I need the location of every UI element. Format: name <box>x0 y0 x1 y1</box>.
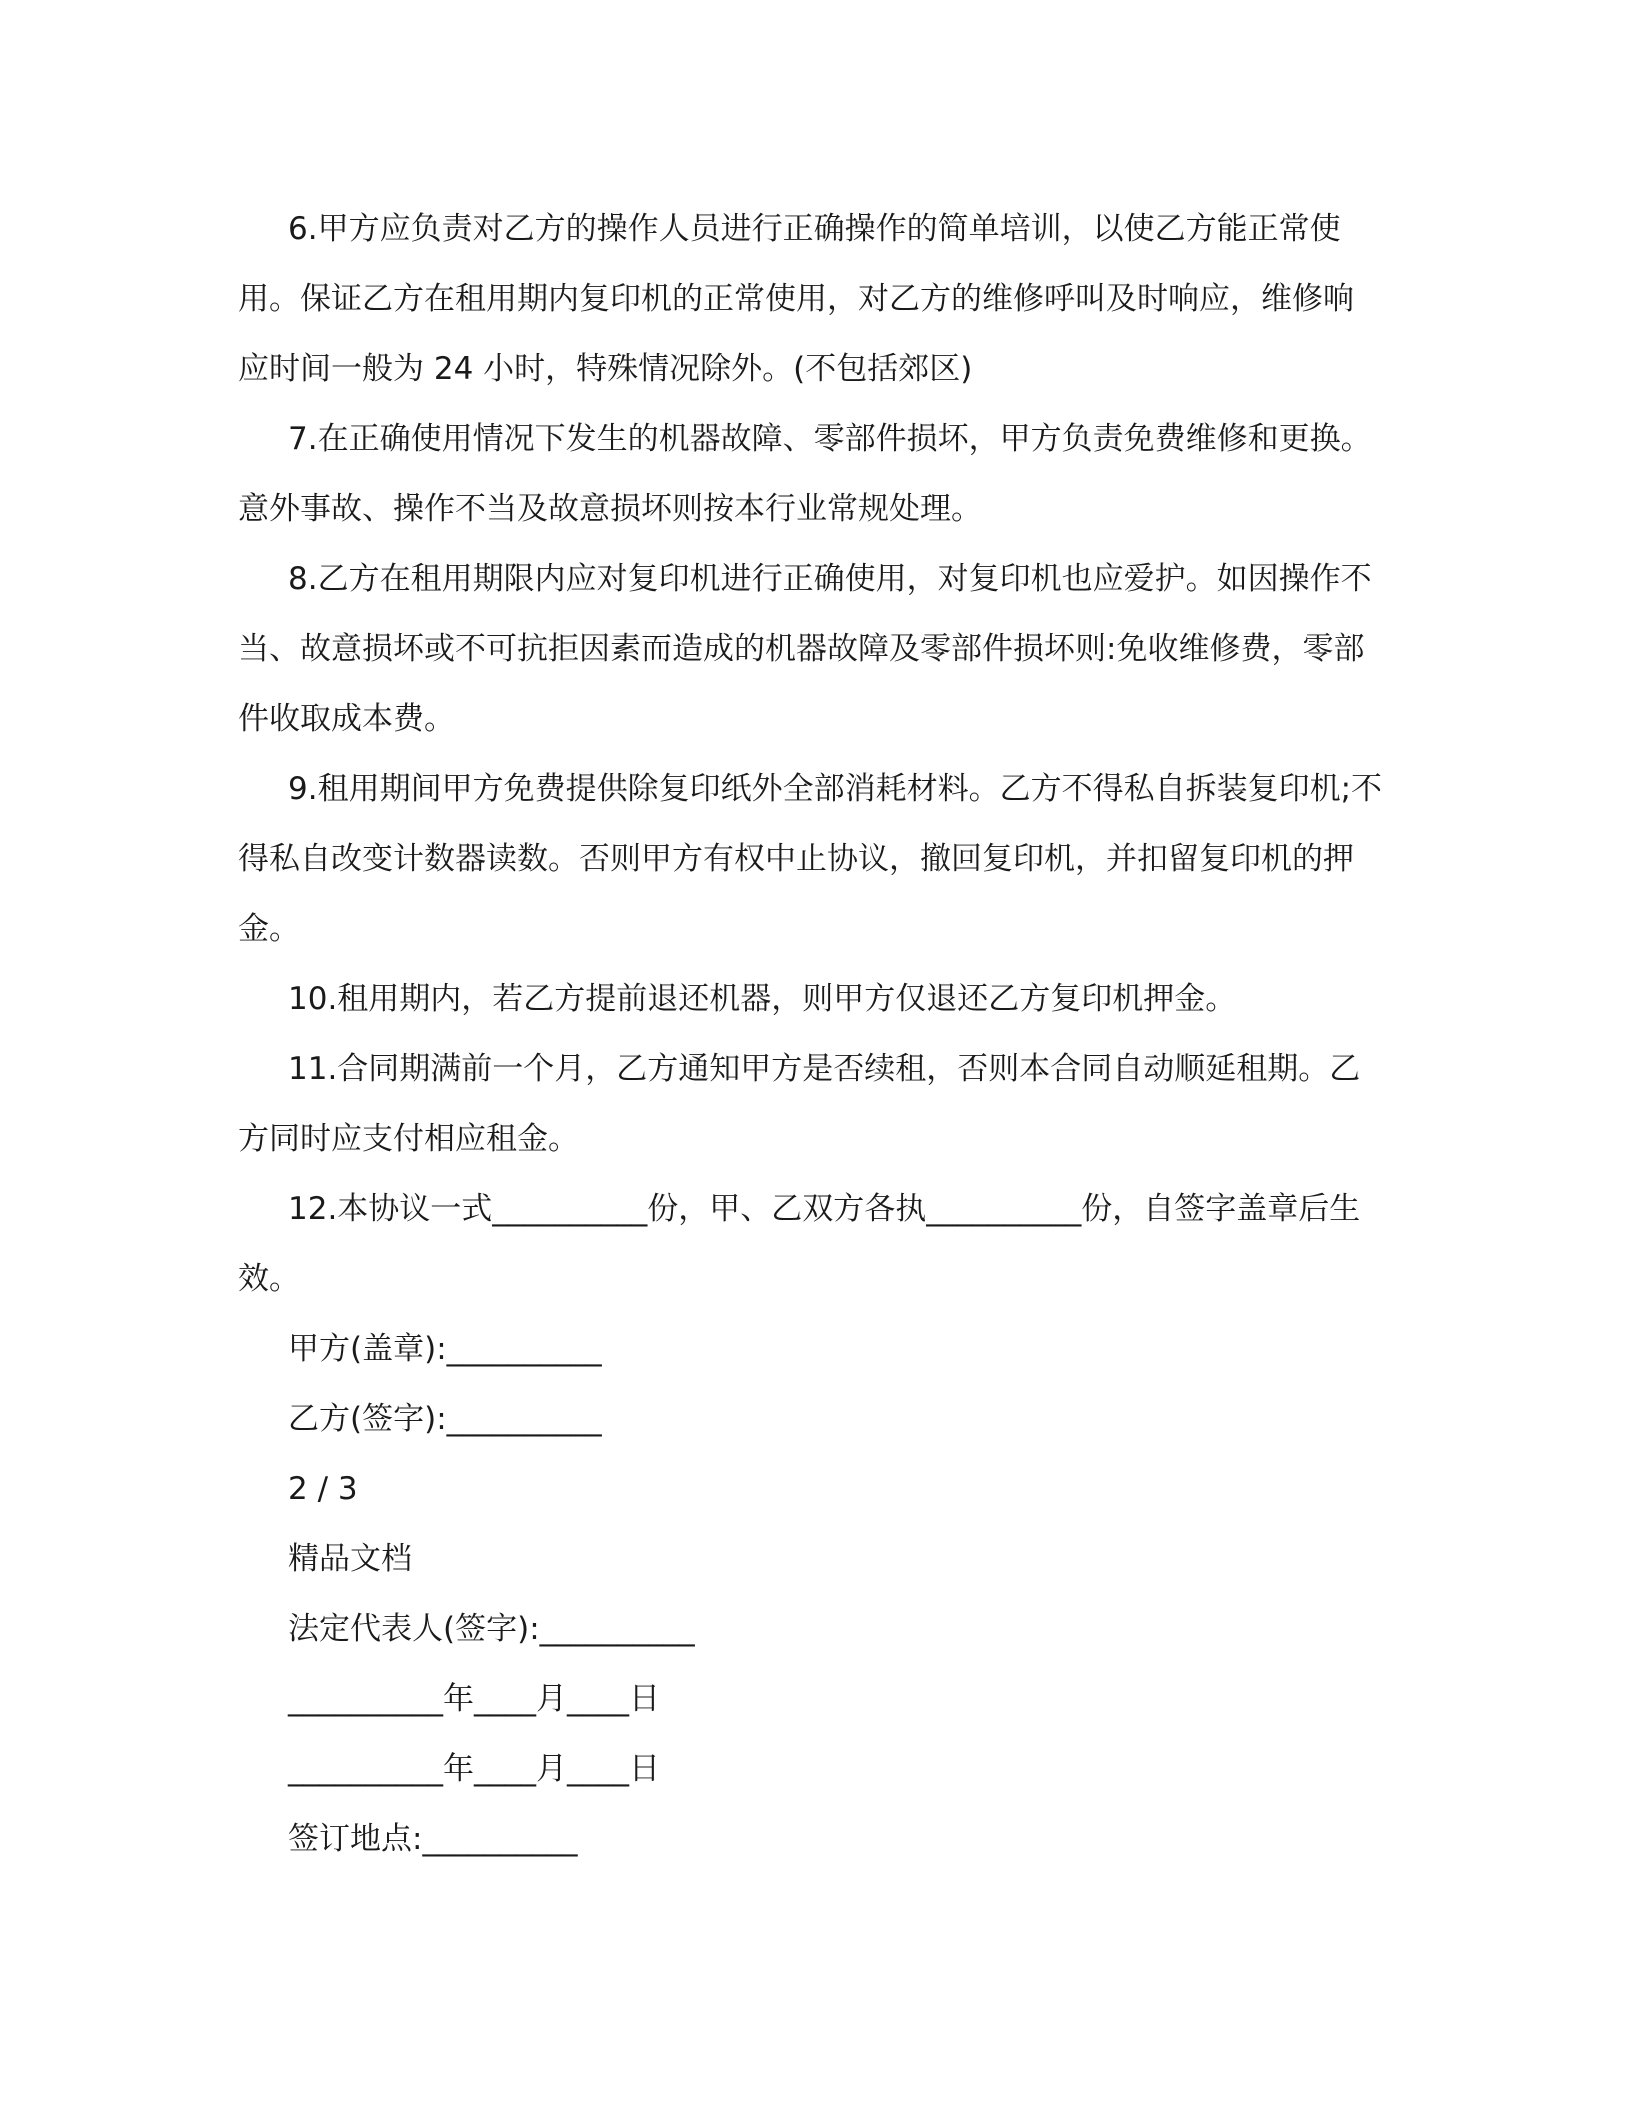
legal-representative-line: 法定代表人(签字):__________ <box>288 1611 695 1647</box>
clause-9: 9.租用期间甲方免费提供除复印纸外全部消耗材料。乙方不得私自拆装复印机;不得私自改变计数器读数。否则甲方有权中止协议，撤回复印机，并扣留复印机的押金。 <box>238 771 1383 947</box>
date-line-a: __________年____月____日 <box>288 1681 660 1717</box>
party-b-signature-line: 乙方(签字):__________ <box>288 1401 602 1437</box>
clause-6: 6.甲方应负责对乙方的操作人员进行正确操作的简单培训，以使乙方能正常使用。保证乙方在租用期内复印机的正常使用，对乙方的维修呼叫及时响应，维修响应时间一般为 24 小时，特殊情况除外。(不包括郊区) <box>238 211 1354 387</box>
date-line-b: __________年____月____日 <box>288 1751 660 1787</box>
clause-8: 8.乙方在租用期限内应对复印机进行正确使用，对复印机也应爱护。如因操作不当、故意损坏或不可抗拒因素而造成的机器故障及零部件损坏则:免收维修费，零部件收取成本费。 <box>238 561 1372 737</box>
clause-10: 10.租用期内，若乙方提前退还机器，则甲方仅退还乙方复印机押金。 <box>288 981 1237 1017</box>
party-a-seal-line: 甲方(盖章):__________ <box>288 1331 602 1367</box>
page-number: 2 / 3 <box>288 1471 358 1507</box>
document-page <box>238 194 1384 1874</box>
clause-11: 11.合同期满前一个月，乙方通知甲方是否续租，否则本合同自动顺延租期。乙方同时应支付相应租金。 <box>238 1051 1361 1157</box>
clause-12: 12.本协议一式__________份，甲、乙双方各执__________份，自签字盖章后生效。 <box>238 1191 1361 1297</box>
clause-7: 7.在正确使用情况下发生的机器故障、零部件损坏，甲方负责免费维修和更换。意外事故、操作不当及故意损坏则按本行业常规处理。 <box>238 421 1372 527</box>
signing-place-line: 签订地点:__________ <box>288 1821 578 1857</box>
document-label: 精品文档 <box>288 1541 412 1577</box>
